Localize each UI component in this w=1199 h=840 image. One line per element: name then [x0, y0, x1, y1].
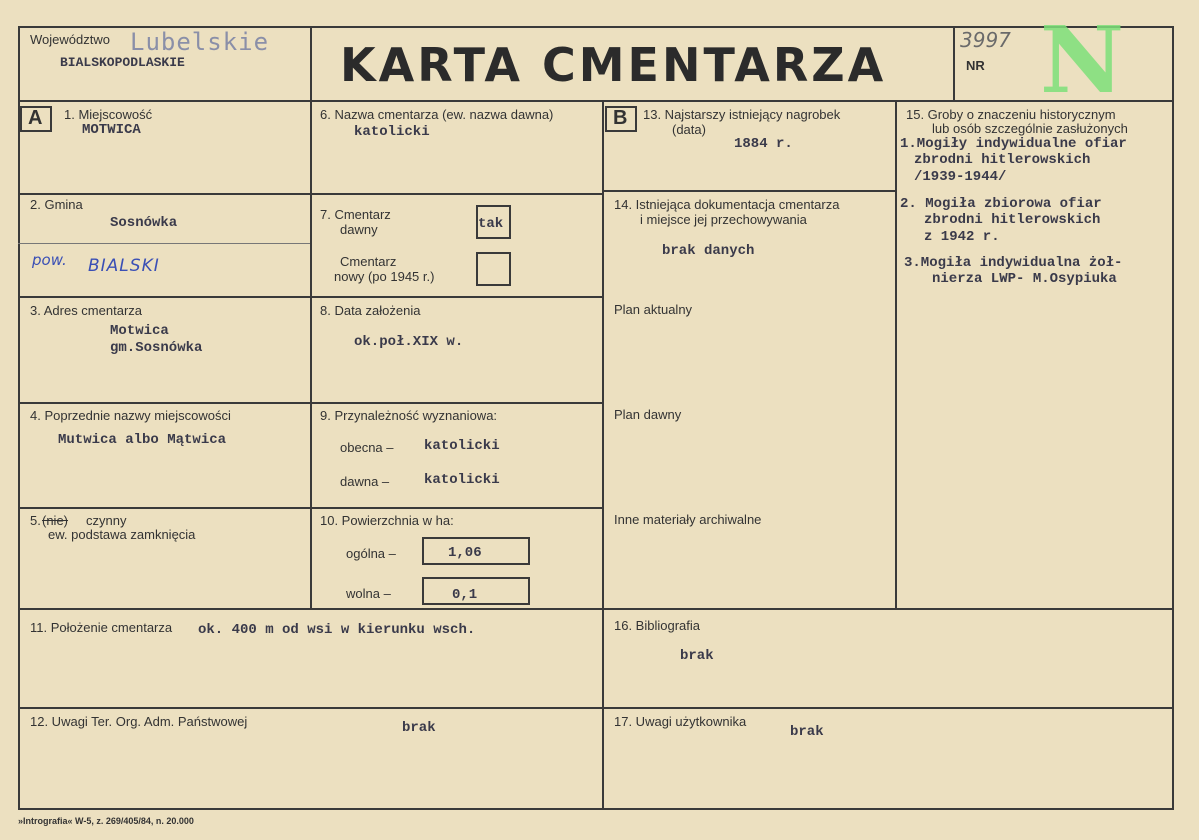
- row-line-2b: [18, 243, 310, 244]
- wojewodztwo-label: Województwo: [30, 32, 110, 47]
- row-line-bottom-1: [18, 608, 1174, 610]
- row-line-1: [18, 193, 310, 195]
- field-10-label: 10. Powierzchnia w ha:: [320, 513, 454, 528]
- nr-handwritten: 3997: [960, 28, 1011, 52]
- field-10-wolna-value: 0,1: [452, 587, 478, 603]
- field-2-pow-value: BIALSKI: [88, 256, 160, 276]
- field-13-label-2: (data): [672, 122, 706, 137]
- field-13-label: 13. Najstarszy istniejący nagrobek: [643, 107, 841, 122]
- field-13-value: 1884 r.: [734, 136, 793, 152]
- field-9-obecna-value: katolicki: [424, 438, 500, 454]
- field-15-label-2: lub osób szczególnie zasłużonych: [932, 121, 1128, 136]
- field-4-value: Mutwica albo Mątwica: [58, 432, 227, 448]
- field-17-label: 17. Uwagi użytkownika: [614, 714, 747, 729]
- row-line-c2-2: [310, 296, 602, 298]
- field-7-nowy-box: [476, 252, 511, 286]
- graves-line-3: /1939-1944/: [914, 169, 1007, 185]
- plan-dawny-label: Plan dawny: [614, 407, 682, 422]
- wojewodztwo-value: BIALSKOPODLASKIE: [60, 55, 185, 70]
- section-a-letter: A: [28, 107, 43, 129]
- field-12-value: brak: [402, 720, 436, 736]
- field-3-value-1: Motwica: [110, 323, 169, 339]
- field-11-value: ok. 400 m od wsi w kierunku wsch.: [198, 622, 476, 638]
- field-7-nowy-label-2: nowy (po 1945 r.): [334, 269, 435, 284]
- field-11-label: 11. Położenie cmentarza: [30, 620, 173, 635]
- field-5-struck: (nie): [42, 513, 69, 528]
- col-divider-1: [310, 100, 312, 608]
- row-line-3: [18, 402, 310, 404]
- green-marker-letter: N: [1040, 6, 1125, 114]
- graves-line-1: 1.Mogiły indywidualne ofiar: [900, 136, 1127, 152]
- plan-aktualny-label: Plan aktualny: [614, 302, 693, 317]
- graves-line-8: nierza LWP- M.Osypiuka: [932, 271, 1117, 287]
- graves-line-2: zbrodni hitlerowskich: [914, 152, 1091, 168]
- field-14-value: brak danych: [662, 243, 755, 259]
- field-15-label: 15. Groby o znaczeniu historycznym: [906, 107, 1116, 122]
- field-16-label: 16. Bibliografia: [614, 618, 700, 633]
- header-divider-left: [310, 26, 312, 102]
- field-10-ogolna: ogólna –: [346, 546, 396, 561]
- header-bottom-line: [18, 100, 1174, 102]
- field-2-pow-handwritten: pow.: [32, 251, 67, 269]
- wojewodztwo-stamp: Lubelskie: [130, 28, 270, 56]
- field-7-label: 7. Cmentarz: [320, 207, 391, 222]
- nr-label: NR: [966, 58, 985, 73]
- field-6-value: katolicki: [354, 124, 430, 140]
- graves-line-4: 2. Mogiła zbiorowa ofiar: [900, 196, 1102, 212]
- field-8-label: 8. Data założenia: [320, 303, 421, 318]
- header-divider-right: [953, 26, 955, 102]
- field-10-wolna: wolna –: [346, 586, 391, 601]
- field-1-label: 1. Miejscowość: [64, 107, 153, 122]
- field-9-dawna: dawna –: [340, 474, 390, 489]
- field-6-label: 6. Nazwa cmentarza (ew. nazwa dawna): [320, 107, 554, 122]
- graves-line-7: 3.Mogiła indywidualna żoł-: [904, 255, 1123, 271]
- field-12-label: 12. Uwagi Ter. Org. Adm. Państwowej: [30, 714, 248, 729]
- field-5-label-2: ew. podstawa zamknięcia: [48, 527, 196, 542]
- inne-materialy-label: Inne materiały archiwalne: [614, 512, 762, 527]
- field-14-label-2: i miejsce jej przechowywania: [640, 212, 807, 227]
- row-line-c2-1: [310, 193, 602, 195]
- print-footer: »Intrografia« W-5, z. 269/405/84, n. 20.000: [18, 816, 194, 826]
- col-divider-2: [602, 100, 604, 810]
- field-7-nowy-label-1: Cmentarz: [340, 254, 397, 269]
- field-7-dawny-value: tak: [478, 216, 504, 232]
- field-17-value: brak: [790, 724, 824, 740]
- field-3-label: 3. Adres cmentarza: [30, 303, 142, 318]
- row-line-c2-4: [310, 507, 602, 509]
- field-9-obecna: obecna –: [340, 440, 394, 455]
- graves-line-5: zbrodni hitlerowskich: [924, 212, 1101, 228]
- field-5-number: 5.: [30, 513, 41, 528]
- field-2-value: Sosnówka: [110, 215, 178, 231]
- card-title: KARTA CMENTARZA: [340, 38, 887, 92]
- field-3-value-2: gm.Sosnówka: [110, 340, 203, 356]
- field-10-ogolna-value: 1,06: [448, 545, 482, 561]
- field-4-label: 4. Poprzednie nazwy miejscowości: [30, 408, 231, 423]
- row-line-bottom-2: [18, 707, 1174, 709]
- field-9-label: 9. Przynależność wyznaniowa:: [320, 408, 498, 423]
- field-14-label: 14. Istniejąca dokumentacja cmentarza: [614, 197, 840, 212]
- field-9-dawna-value: katolicki: [424, 472, 500, 488]
- row-line-4: [18, 507, 310, 509]
- field-2-label: 2. Gmina: [30, 197, 83, 212]
- field-8-value: ok.poł.XIX w.: [354, 334, 464, 350]
- row-line-2: [18, 296, 310, 298]
- col-divider-3: [895, 100, 897, 608]
- row-line-c2-3: [310, 402, 602, 404]
- field-1-value: MOTWICA: [82, 122, 141, 138]
- section-b-letter: B: [613, 107, 628, 129]
- graves-line-6: z 1942 r.: [924, 229, 1000, 245]
- field-16-value: brak: [680, 648, 714, 664]
- field-7-dawny: dawny: [340, 222, 378, 237]
- field-5-label: czynny: [86, 513, 127, 528]
- row-line-c3-1: [602, 190, 895, 192]
